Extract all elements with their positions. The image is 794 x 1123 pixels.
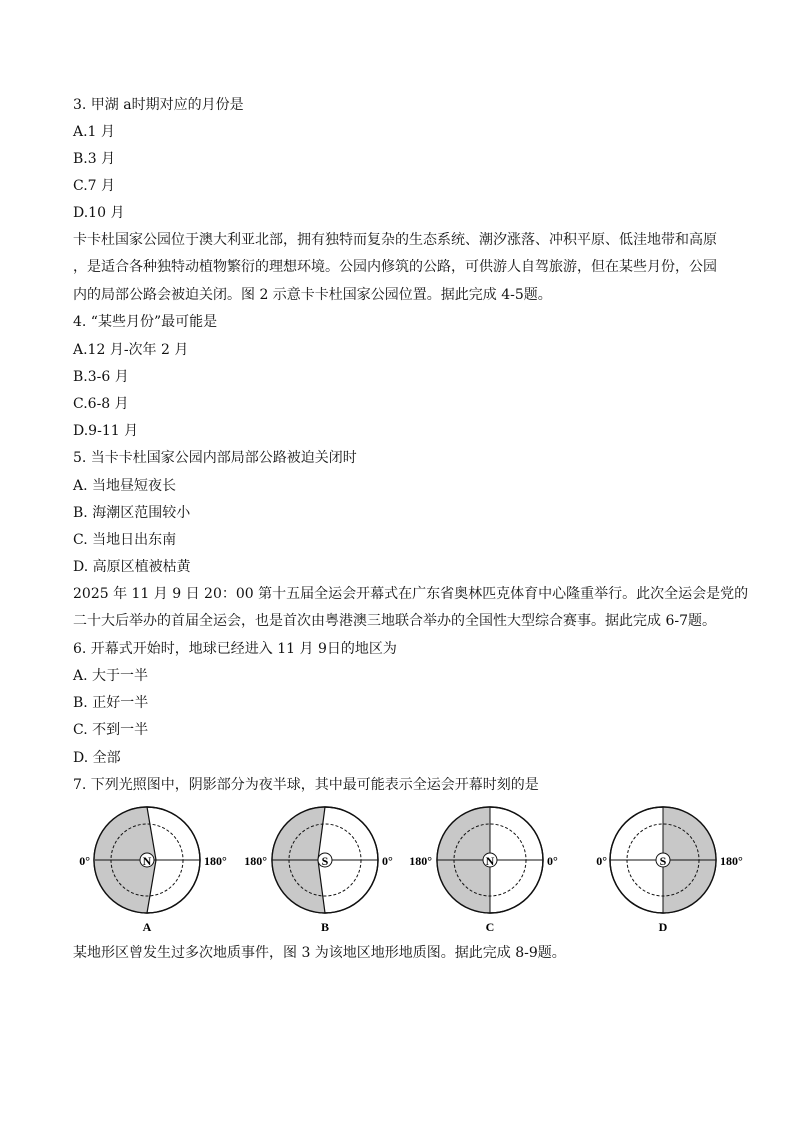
question-5-stem: 5. 当卡卡杜国家公园内部局部公路被迫关闭时 — [73, 450, 357, 466]
illumination-figures — [60, 800, 760, 940]
left-longitude: 180° — [409, 854, 432, 868]
question-3-stem: 3. 甲湖 a时期对应的月份是 — [73, 97, 244, 113]
q6-option-d: D. 全部 — [73, 750, 121, 766]
q4-option-b: B.3-6 月 — [73, 369, 129, 385]
left-longitude: 0° — [79, 854, 90, 868]
passage-national-games — [73, 581, 749, 636]
q3-option-c: C.7 月 — [73, 178, 116, 194]
passage-geology: 某地形区曾发生过多次地质事件，图 3 为该地区地形地质图。据此完成 8-9题。 — [73, 945, 566, 961]
figure-c — [409, 807, 558, 934]
q4-option-c: C.6-8 月 — [73, 396, 129, 412]
q5-option-a: A. 当地昼短夜长 — [73, 478, 177, 494]
right-longitude: 180° — [720, 854, 743, 868]
q5-option-d: D. 高原区植被枯黄 — [73, 559, 191, 575]
q4-option-d: D.9-11 月 — [73, 423, 139, 439]
pole-label: S — [659, 854, 667, 868]
pole-label: N — [485, 854, 495, 868]
right-longitude: 0° — [547, 854, 558, 868]
q3-option-a: A.1 月 — [73, 124, 115, 140]
figure-label: B — [320, 920, 330, 934]
right-longitude: 180° — [204, 854, 227, 868]
left-longitude: 0° — [596, 854, 607, 868]
q3-option-d: D.10 月 — [73, 205, 125, 221]
passage-kakadu-line: 卡卡杜国家公园位于澳大利亚北部，拥有独特而复杂的生态系统、潮汐涨落、冲积平原、低洼地带和高原 — [73, 232, 717, 248]
passage-kakadu — [73, 227, 733, 309]
pole-label: S — [321, 854, 329, 868]
q3-option-b: B.3 月 — [73, 151, 116, 167]
passage-kakadu-line: ，是适合各种独特动植物繁衍的理想环境。公园内修筑的公路，可供游人自驾旅游，但在某些月份，公园 — [73, 259, 717, 276]
passage-games-line: 2025 年 11 月 9 日 20：00 第十五届全运会开幕式在广东省奥林匹克体育中心隆重举行。此次全运会是党的 — [73, 586, 749, 602]
figure-label: D — [658, 920, 668, 934]
question-7-stem: 7. 下列光照图中，阴影部分为夜半球，其中最可能表示全运会开幕时刻的是 — [73, 777, 539, 793]
q5-option-c: C. 当地日出东南 — [73, 532, 177, 548]
figure-label: A — [142, 920, 152, 934]
q6-option-c: C. 不到一半 — [73, 722, 149, 738]
figure-a — [79, 807, 227, 934]
figure-label: C — [485, 920, 495, 934]
passage-kakadu-line: 内的局部公路会被迫关闭。图 2 示意卡卡杜国家公园位置。据此完成 4-5题。 — [73, 286, 552, 303]
passage-games-line: 二十大后举办的首届全运会，也是首次由粤港澳三地联合举办的全国性大型综合赛事。据此完成 6-7题。 — [73, 613, 716, 630]
right-longitude: 0° — [382, 854, 393, 868]
pole-label: N — [142, 854, 152, 868]
q5-option-b: B. 海潮区范围较小 — [73, 505, 191, 521]
question-4-stem: 4. “某些月份”最可能是 — [73, 314, 218, 330]
q6-option-a: A. 大于一半 — [73, 668, 149, 684]
q6-option-b: B. 正好一半 — [73, 695, 149, 711]
question-6-stem: 6. 开幕式开始时，地球已经进入 11 月 9日的地区为 — [73, 641, 397, 657]
q4-option-a: A.12 月-次年 2 月 — [73, 342, 189, 358]
figure-b — [244, 807, 393, 934]
left-longitude: 180° — [244, 854, 267, 868]
figure-d — [596, 807, 743, 934]
